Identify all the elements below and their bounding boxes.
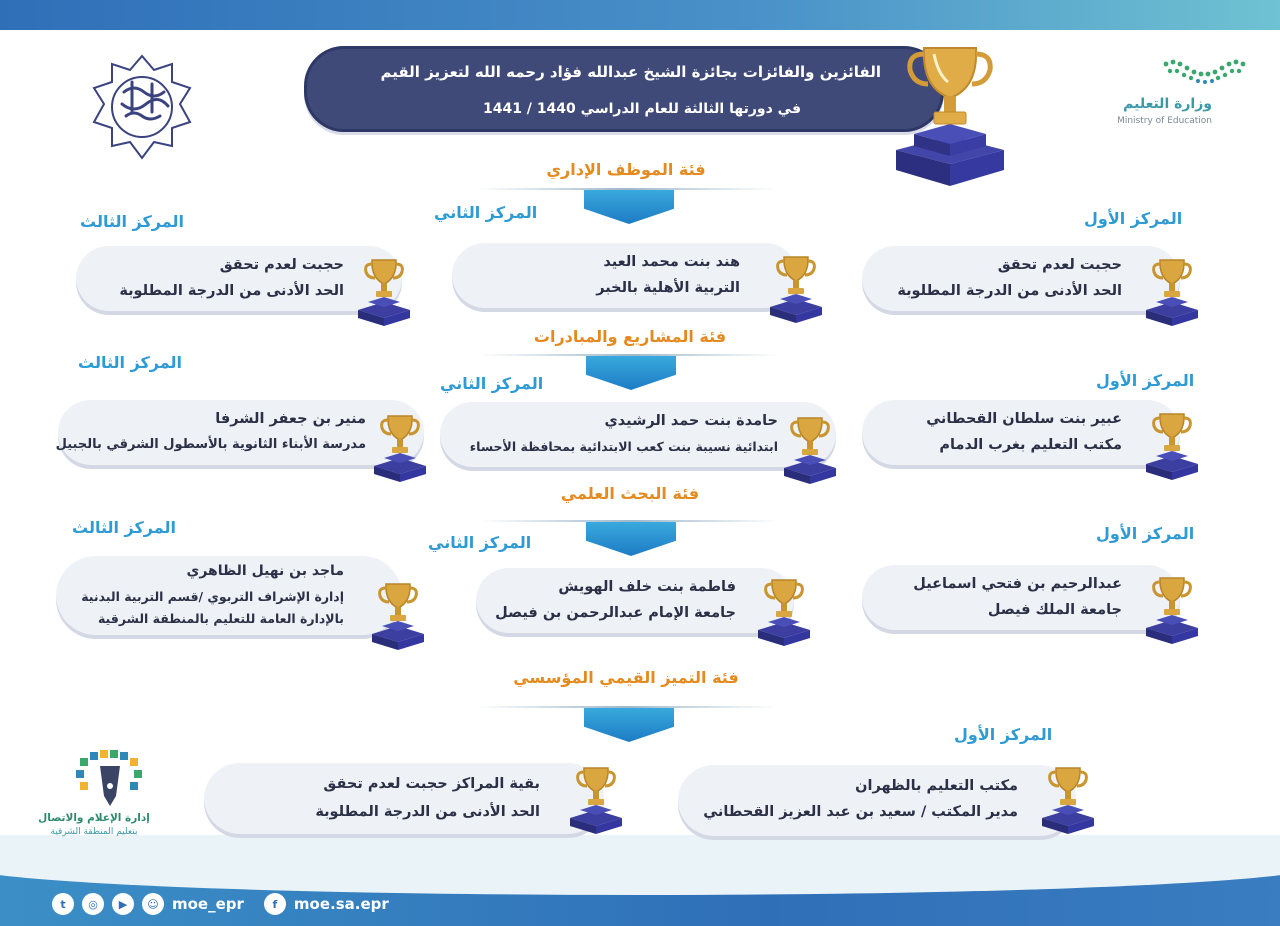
- ministry-logo-dots-icon: [1160, 56, 1252, 86]
- winner-name: فاطمة بنت خلف الهويش: [558, 579, 736, 595]
- winner-name: هند بنت محمد العيد: [603, 254, 740, 270]
- trophy-icon: [368, 580, 428, 650]
- media-office-name: إدارة الإعلام والاتصال: [38, 812, 150, 824]
- bottom-wave: [0, 835, 1280, 895]
- winner-card-institutional-first: [678, 764, 1076, 836]
- winner-name: حجبت لعدم تحقق: [997, 257, 1122, 273]
- winner-affiliation: الحد الأدنى من الدرجة المطلوبة: [897, 283, 1122, 299]
- category-title-projects: فئة المشاريع والمبادرات: [533, 327, 727, 346]
- calligraphy-emblem-logo: [84, 52, 200, 162]
- withheld-note: بقية المراكز حجبت لعدم تحقق: [323, 776, 540, 792]
- place-second-label: المركز الثاني: [428, 533, 532, 552]
- withheld-note-detail: الحد الأدنى من الدرجة المطلوبة: [315, 804, 540, 820]
- winner-affiliation: ابتدائية نسيبة بنت كعب الابتدائية بمحافظة الأحساء: [469, 439, 778, 454]
- winner-affiliation: جامعة الإمام عبدالرحمن بن فيصل: [495, 605, 736, 621]
- trophy-icon: [566, 764, 626, 834]
- place-third-label: المركز الثالث: [78, 353, 182, 372]
- winner-affiliation: مدرسة الأبناء الثانوية بالأسطول الشرقي بالجبيل: [55, 437, 366, 452]
- winner-name: عبدالرحيم بن فتحي اسماعيل: [913, 576, 1122, 592]
- snapchat-icon[interactable]: ☺: [142, 893, 164, 915]
- winner-name: مكتب التعليم بالظهران: [855, 778, 1018, 794]
- winner-affiliation: مكتب التعليم بغرب الدمام: [939, 437, 1122, 453]
- trophy-icon: [766, 253, 826, 323]
- winner-affiliation: مدير المكتب / سعيد بن عبد العزيز القحطاني: [703, 804, 1018, 820]
- winner-card-admin-second: [452, 242, 798, 308]
- category-divider: [480, 520, 780, 522]
- winner-name: حجبت لعدم تحقق: [219, 257, 344, 273]
- winner-affiliation: جامعة الملك فيصل: [987, 602, 1122, 618]
- youtube-icon[interactable]: ▶: [112, 893, 134, 915]
- category-divider: [476, 188, 776, 190]
- winner-affiliation: التربية الأهلية بالخبر: [596, 280, 740, 296]
- social-handle-main[interactable]: moe_epr: [172, 895, 244, 913]
- top-banner: [0, 0, 1280, 30]
- trophy-icon: [1038, 764, 1098, 834]
- facebook-icon[interactable]: f: [264, 893, 286, 915]
- place-first-label: المركز الأول: [1096, 524, 1195, 543]
- media-office-region: بتعليم المنطقة الشرقية: [50, 827, 138, 837]
- winner-affiliation: الحد الأدنى من الدرجة المطلوبة: [119, 283, 344, 299]
- place-first-label: المركز الأول: [954, 725, 1053, 744]
- trophy-icon: [1142, 574, 1202, 644]
- category-arrow-icon: [584, 708, 674, 742]
- trophy-icon: [370, 412, 430, 482]
- winner-affiliation: إدارة الإشراف التربوي /قسم التربية البدنية: [81, 589, 344, 604]
- place-third-label: المركز الثالث: [80, 212, 184, 231]
- place-second-label: المركز الثاني: [434, 203, 538, 222]
- category-title-admin: فئة الموظف الإداري: [546, 160, 706, 179]
- category-divider: [476, 706, 776, 708]
- trophy-icon: [1142, 256, 1202, 326]
- place-first-label: المركز الأول: [1084, 209, 1183, 228]
- social-links: [52, 893, 389, 915]
- trophy-icon: [354, 256, 414, 326]
- page-title: الفائزين والفائزات بجائزة الشيخ عبدالله فؤاد رحمه الله لتعزيز القيم: [380, 63, 881, 81]
- header-trophy-icon: [880, 40, 1020, 190]
- winner-name: حامدة بنت حمد الرشيدي: [604, 413, 778, 429]
- ministry-name-en: Ministry of Education: [1117, 116, 1212, 126]
- category-divider: [480, 354, 780, 356]
- category-arrow-icon: [586, 356, 676, 390]
- withheld-card-institutional-others: [204, 762, 604, 834]
- trophy-icon: [1142, 410, 1202, 480]
- twitter-icon[interactable]: t: [52, 893, 74, 915]
- place-first-label: المركز الأول: [1096, 371, 1195, 390]
- winner-name: منير بن جعفر الشرفا: [215, 411, 366, 427]
- winner-card-research-third: [56, 555, 402, 635]
- media-office-logo-icon: [70, 748, 150, 812]
- winner-card-projects-first: [862, 399, 1180, 465]
- ministry-name-ar: وزارة التعليم: [1123, 96, 1212, 112]
- winner-affiliation-extra: بالإدارة العامة للتعليم بالمنطقة الشرقية: [97, 611, 344, 626]
- header-banner: [304, 46, 944, 132]
- social-handle-facebook[interactable]: moe.sa.epr: [293, 895, 389, 913]
- category-arrow-icon: [586, 522, 676, 556]
- place-second-label: المركز الثاني: [440, 374, 544, 393]
- category-title-research: فئة البحث العلمي: [560, 484, 700, 503]
- category-title-institutional: فئة التميز القيمي المؤسسي: [513, 668, 739, 687]
- winner-card-projects-second: [440, 401, 836, 467]
- place-third-label: المركز الثالث: [72, 518, 176, 537]
- winner-card-research-first: [862, 564, 1180, 630]
- trophy-icon: [780, 414, 840, 484]
- winner-card-admin-first: [862, 245, 1180, 311]
- trophy-icon: [754, 576, 814, 646]
- category-arrow-icon: [584, 190, 674, 224]
- winner-name: عبير بنت سلطان القحطاني: [926, 411, 1122, 427]
- winner-name: ماجد بن نهيل الظاهري: [186, 563, 344, 579]
- winner-card-research-second: [476, 567, 794, 633]
- page-subtitle: في دورتها الثالثة للعام الدراسي 1440 / 1441: [482, 101, 801, 117]
- instagram-icon[interactable]: ◎: [82, 893, 104, 915]
